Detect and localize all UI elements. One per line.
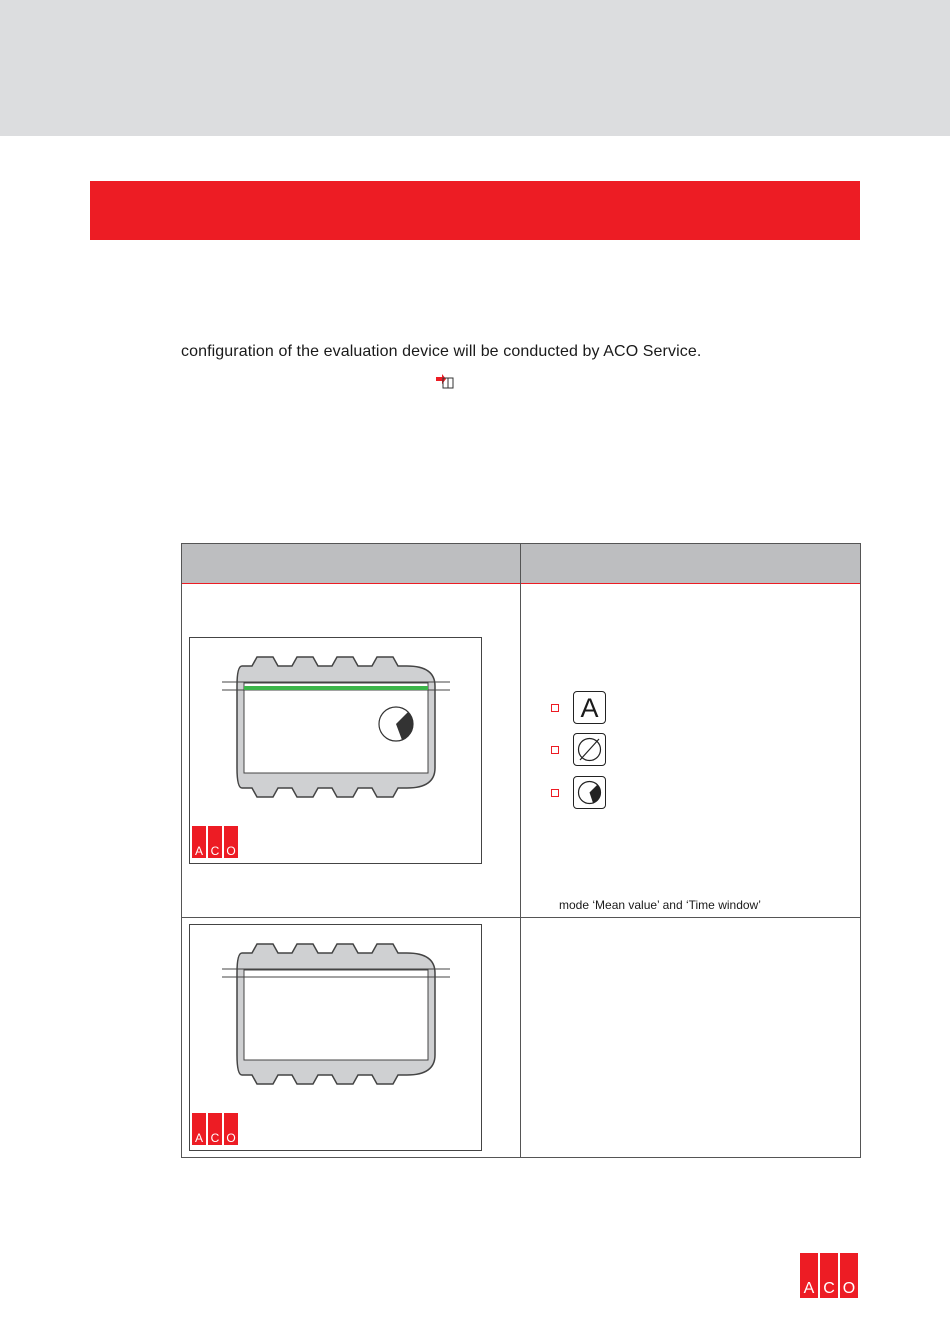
mode-option-mean (551, 733, 606, 766)
header-band (0, 0, 950, 136)
time-window-icon (379, 707, 413, 741)
checkbox-time[interactable] (551, 789, 559, 797)
table-header (182, 544, 860, 584)
time-window-icon (573, 776, 606, 809)
section-banner (90, 181, 860, 240)
body-text-line: configuration of the evaluation device will be conducted by ACO Service. (181, 343, 702, 360)
mean-value-icon (573, 733, 606, 766)
auto-mode-icon: A (573, 691, 606, 724)
aco-logo: A C O (800, 1253, 858, 1298)
manual-reference-icon (434, 372, 456, 390)
checkbox-auto[interactable] (551, 704, 559, 712)
checkbox-mean[interactable] (551, 746, 559, 754)
column-divider (520, 544, 521, 1157)
aco-logo-small: A C O (192, 1113, 238, 1145)
function-table (181, 543, 861, 1158)
mode-option-time (551, 776, 606, 809)
aco-logo-small: A C O (192, 826, 238, 858)
row-divider (182, 917, 860, 918)
display-panel-active (189, 637, 482, 864)
mode-note: mode ‘Mean value’ and ‘Time window’ (559, 898, 761, 912)
mode-option-auto (551, 691, 606, 724)
display-panel-idle (189, 924, 482, 1151)
